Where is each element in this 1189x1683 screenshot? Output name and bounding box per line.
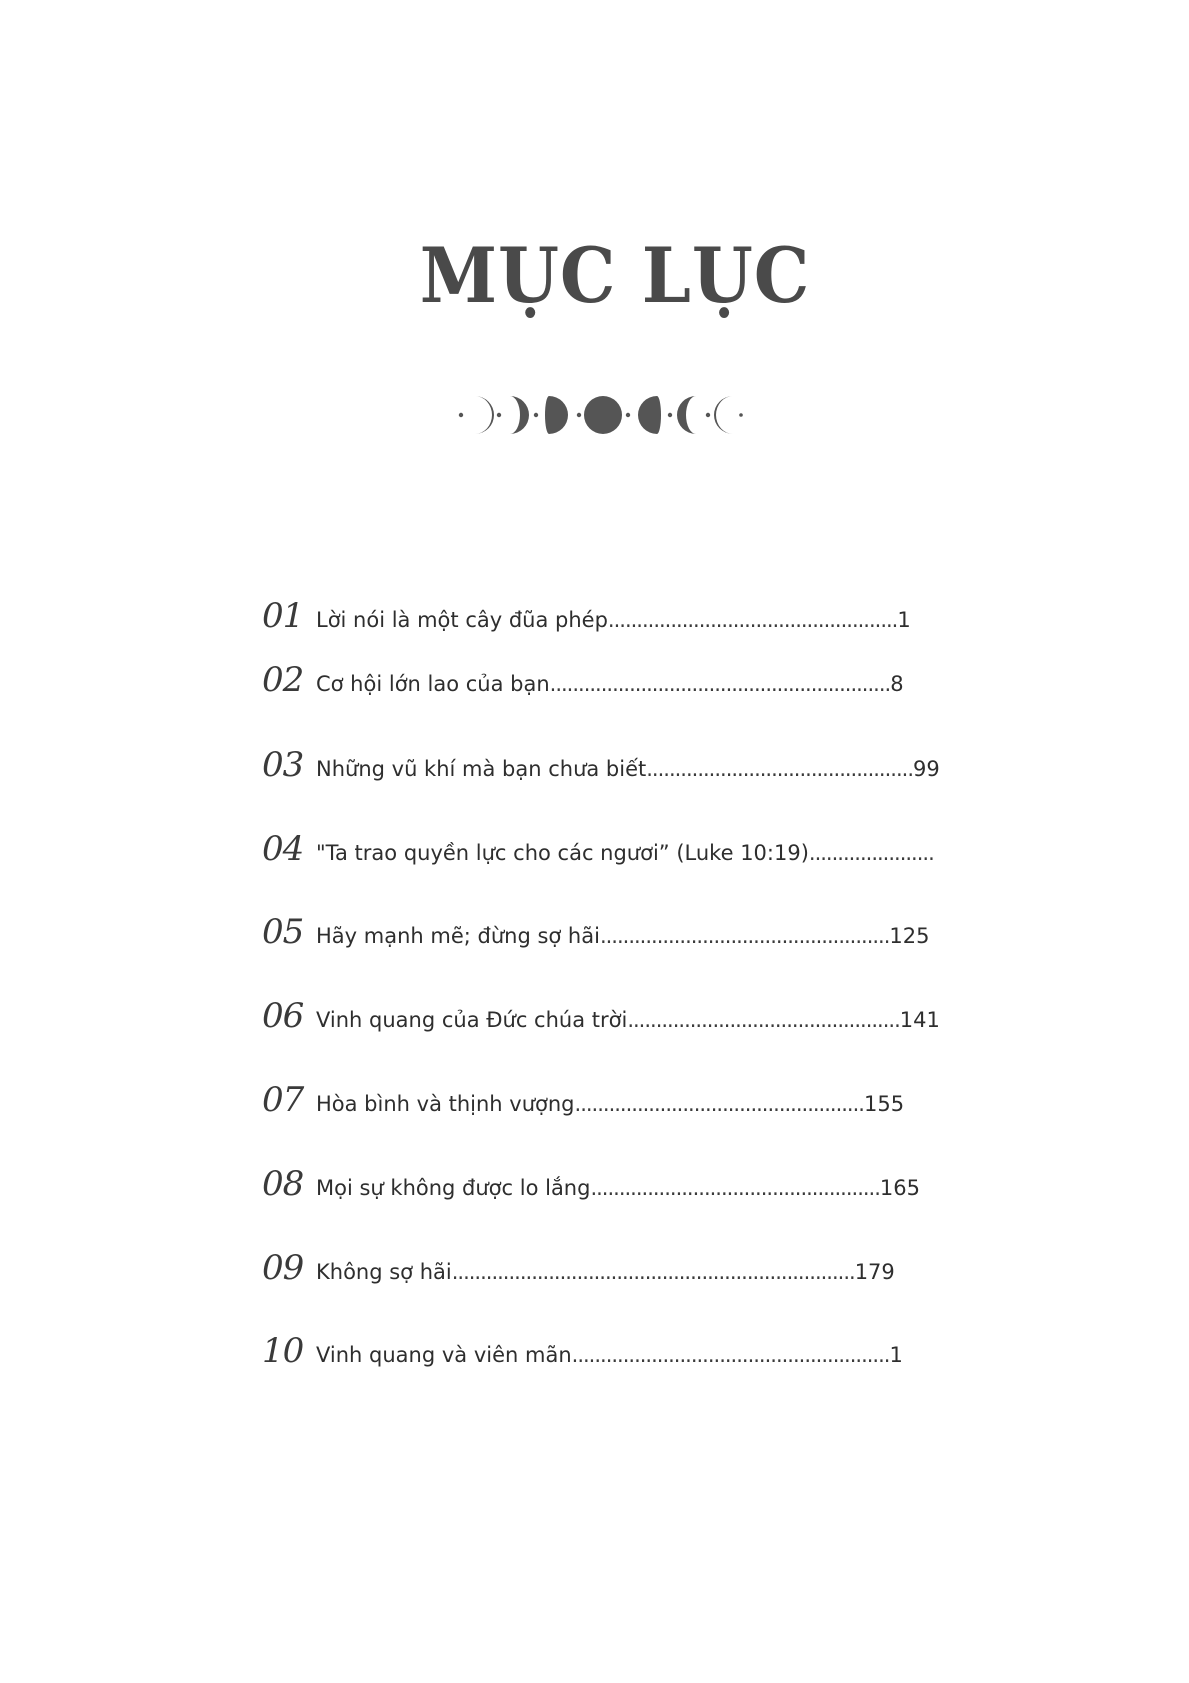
toc-entry[interactable]	[262, 1164, 920, 1214]
first-quarter-moon-icon	[545, 396, 568, 434]
toc-title: Những vũ khí mà bạn chưa biết	[316, 757, 647, 781]
toc-entry[interactable]	[262, 596, 911, 646]
toc-number: 06	[262, 996, 304, 1036]
waxing-crescent-icon	[510, 396, 529, 434]
toc-leader-dots: ............................................................	[549, 672, 891, 696]
toc-title: Không sợ hãi	[316, 1260, 452, 1284]
toc-entry[interactable]	[262, 745, 940, 795]
toc-entry[interactable]	[262, 1080, 904, 1130]
star-dot-icon	[706, 413, 710, 417]
toc-number: 02	[262, 660, 304, 700]
star-dot-icon	[668, 413, 672, 417]
last-quarter-moon-icon	[638, 396, 661, 434]
star-dot-icon	[577, 413, 581, 417]
toc-page-number: 165	[879, 1176, 920, 1200]
star-dot-icon	[534, 413, 538, 417]
toc-leader-dots: ...................................................	[599, 924, 890, 948]
toc-page-number: 125	[889, 924, 930, 948]
toc-entry[interactable]	[262, 660, 904, 710]
toc-leader-dots: .......................................................................	[451, 1260, 855, 1284]
toc-page-number: 99	[913, 757, 940, 781]
toc-title: Cơ hội lớn lao của bạn	[316, 672, 550, 696]
toc-leader-dots: ...................................................	[574, 1092, 864, 1116]
toc-title: "Ta trao quyền lực cho các ngươi” (Luke 10:19)	[316, 841, 809, 865]
toc-number: 01	[262, 596, 304, 636]
toc-title: Hòa bình và thịnh vượng	[316, 1092, 575, 1116]
toc-leader-dots: ........................................................	[571, 1343, 890, 1367]
toc-leader-dots: ................................................	[627, 1008, 900, 1032]
waning-crescent-icon	[677, 396, 696, 434]
toc-number: 08	[262, 1164, 304, 1204]
toc-entry[interactable]	[262, 1331, 903, 1381]
star-dot-icon	[459, 413, 463, 417]
toc-leader-dots: ...............................................	[646, 757, 913, 781]
toc-title: Hãy mạnh mẽ; đừng sợ hãi	[316, 924, 600, 948]
full-moon-icon	[584, 396, 622, 434]
toc-number: 03	[262, 745, 304, 785]
star-dot-icon	[497, 413, 501, 417]
moon-phases-icon	[458, 393, 743, 437]
toc-number: 05	[262, 912, 304, 952]
toc-page-number: 1	[897, 608, 911, 632]
toc-leader-dots: ...................................................	[590, 1176, 880, 1200]
star-dot-icon	[739, 413, 743, 417]
waxing-crescent-icon	[475, 396, 494, 434]
toc-entry[interactable]	[262, 912, 930, 962]
toc-number: 09	[262, 1248, 304, 1288]
toc-page-number: 179	[854, 1260, 895, 1284]
toc-entry[interactable]	[262, 1248, 895, 1298]
waning-crescent-icon	[714, 396, 733, 434]
toc-title: Lời nói là một cây đũa phép	[316, 608, 608, 632]
toc-number: 04	[262, 829, 304, 869]
toc-page-number: 1	[889, 1343, 903, 1367]
toc-title: Mọi sự không được lo lắng	[316, 1176, 591, 1200]
toc-number: 07	[262, 1080, 304, 1120]
toc-leader-dots: ......................	[808, 841, 934, 865]
toc-entry[interactable]	[262, 996, 940, 1046]
toc-page-number: 141	[899, 1008, 940, 1032]
star-dot-icon	[626, 413, 630, 417]
toc-page-number: 155	[863, 1092, 905, 1116]
toc-number: 10	[262, 1331, 304, 1371]
page-title: MỤC LỤC	[419, 231, 811, 320]
toc-entry[interactable]	[262, 829, 934, 879]
toc-title: Vinh quang của Đức chúa trời	[316, 1008, 628, 1032]
toc-page-number: 8	[890, 672, 904, 696]
toc-leader-dots: ...................................................	[607, 608, 898, 632]
toc-title: Vinh quang và viên mãn	[316, 1343, 572, 1367]
